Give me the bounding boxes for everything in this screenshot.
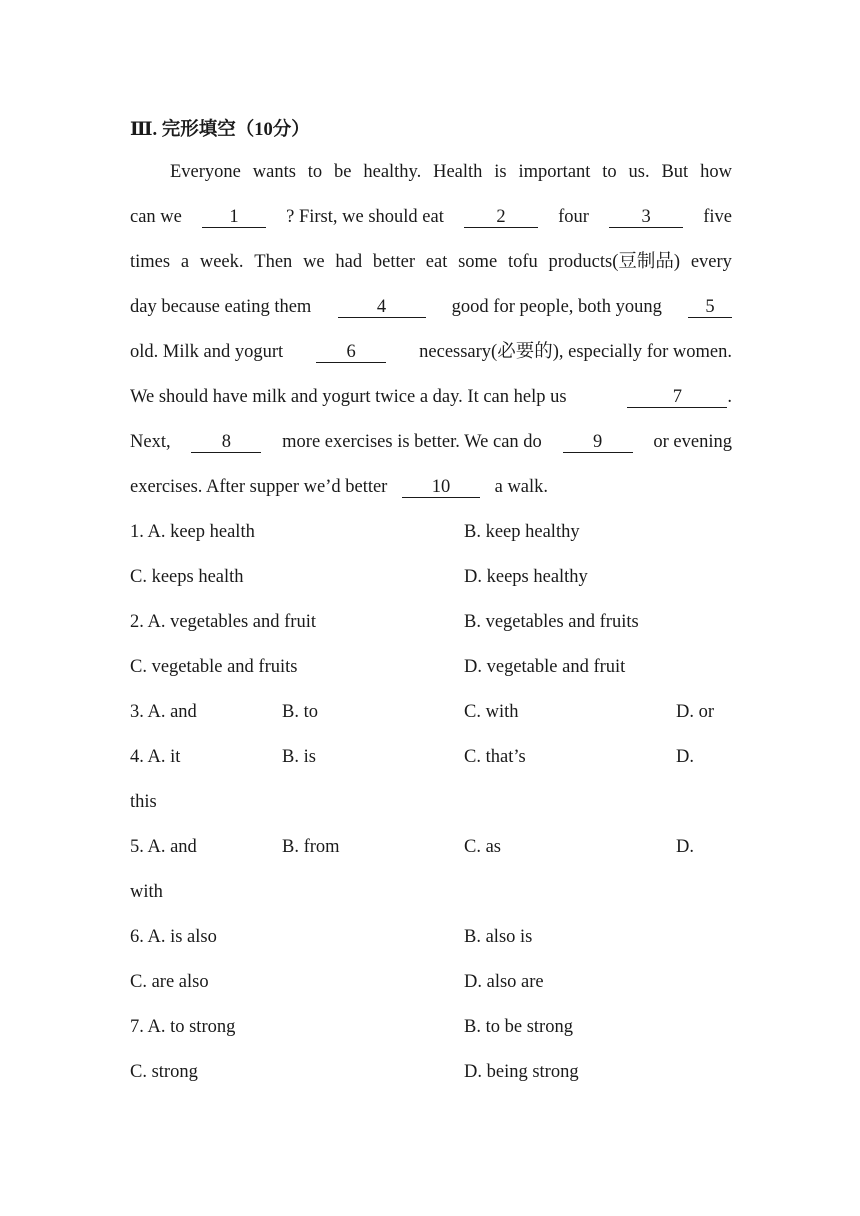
text: exercises. After supper we’d better xyxy=(130,477,388,497)
q1-option-c[interactable]: C. keeps health xyxy=(130,567,244,587)
blank-2[interactable]: 2 xyxy=(464,207,538,228)
q3-option-d[interactable]: D. or xyxy=(676,702,715,722)
text: or evening xyxy=(653,432,732,452)
q1-option-d[interactable]: D. keeps healthy xyxy=(464,567,588,587)
q2-option-d[interactable]: D. vegetable and fruit xyxy=(464,657,626,677)
word: eat xyxy=(425,252,448,272)
q5-option-c[interactable]: C. as xyxy=(464,837,501,857)
blank-9[interactable]: 9 xyxy=(563,432,633,453)
passage-line-5 xyxy=(130,340,732,364)
q7-option-b[interactable]: B. to be strong xyxy=(464,1017,573,1037)
q3-option-a[interactable]: 3. A. and xyxy=(130,702,197,722)
text: day because eating them xyxy=(130,297,312,317)
q6-option-d[interactable]: D. also are xyxy=(464,972,544,992)
section-heading: Ⅲ. 完形填空（10分） xyxy=(130,120,310,140)
word: to xyxy=(307,162,323,182)
text: four xyxy=(558,207,589,227)
q4-option-d-text[interactable]: this xyxy=(130,792,157,812)
blank-5[interactable]: 5 xyxy=(688,297,732,318)
passage-line-8 xyxy=(130,475,548,499)
passage-line-4 xyxy=(130,295,732,319)
word: But xyxy=(661,162,689,182)
q7-option-d[interactable]: D. being strong xyxy=(464,1062,579,1082)
blank-10[interactable]: 10 xyxy=(402,477,480,498)
blank-4[interactable]: 4 xyxy=(338,297,426,318)
passage-line-6 xyxy=(130,385,732,409)
passage-line-2 xyxy=(130,205,732,229)
text: We should have milk and yogurt twice a day. It can help us xyxy=(130,387,567,407)
q3-option-c[interactable]: C. with xyxy=(464,702,519,722)
q2-option-b[interactable]: B. vegetables and fruits xyxy=(464,612,639,632)
q6-option-a[interactable]: 6. A. is also xyxy=(130,927,217,947)
q7-option-c[interactable]: C. strong xyxy=(130,1062,198,1082)
q4-option-d[interactable]: D. xyxy=(676,747,694,767)
word: healthy. xyxy=(363,162,422,182)
blank-1[interactable]: 1 xyxy=(202,207,266,228)
q5-option-b[interactable]: B. from xyxy=(282,837,340,857)
q1-option-a[interactable]: 1. A. keep health xyxy=(130,522,255,542)
word: Then xyxy=(254,252,293,272)
text: can we xyxy=(130,207,182,227)
blank-8[interactable]: 8 xyxy=(191,432,261,453)
passage-line-3 xyxy=(130,250,732,274)
q4-option-b[interactable]: B. is xyxy=(282,747,316,767)
word: better xyxy=(372,252,416,272)
q6-option-b[interactable]: B. also is xyxy=(464,927,533,947)
passage-line-1 xyxy=(170,160,732,184)
q4-option-c[interactable]: C. that’s xyxy=(464,747,526,767)
word: every xyxy=(690,252,732,272)
blank-7-group xyxy=(627,385,732,409)
text: old. Milk and yogurt xyxy=(130,342,284,362)
text: a walk. xyxy=(494,477,549,497)
text: necessary(必要的), especially for women. xyxy=(419,342,732,362)
q4-option-a[interactable]: 4. A. it xyxy=(130,747,181,767)
q5-option-d-text[interactable]: with xyxy=(130,882,163,902)
q2-option-a[interactable]: 2. A. vegetables and fruit xyxy=(130,612,316,632)
word: a xyxy=(180,252,190,272)
text: . xyxy=(727,387,732,407)
text: Next, xyxy=(130,432,171,452)
word: us. xyxy=(628,162,650,182)
blank-3[interactable]: 3 xyxy=(609,207,683,228)
q3-option-b[interactable]: B. to xyxy=(282,702,318,722)
q1-option-b[interactable]: B. keep healthy xyxy=(464,522,580,542)
word: had xyxy=(335,252,363,272)
word: be xyxy=(334,162,352,182)
q5-option-a[interactable]: 5. A. and xyxy=(130,837,197,857)
text: more exercises is better. We can do xyxy=(282,432,542,452)
q2-option-c[interactable]: C. vegetable and fruits xyxy=(130,657,298,677)
word: Health xyxy=(433,162,483,182)
word: wants xyxy=(252,162,296,182)
word: important xyxy=(518,162,591,182)
word: Everyone xyxy=(170,162,241,182)
word: tofu xyxy=(507,252,538,272)
text: five xyxy=(703,207,732,227)
word: is xyxy=(494,162,507,182)
passage-line-7 xyxy=(130,430,732,454)
word: to xyxy=(602,162,617,182)
text: ? First, we should eat xyxy=(286,207,444,227)
word: we xyxy=(303,252,325,272)
word: week. xyxy=(199,252,244,272)
q5-option-d[interactable]: D. xyxy=(676,837,694,857)
word: some xyxy=(458,252,498,272)
blank-6[interactable]: 6 xyxy=(316,342,386,363)
q7-option-a[interactable]: 7. A. to strong xyxy=(130,1017,236,1037)
word: times xyxy=(130,252,171,272)
word: products(豆制品) xyxy=(548,252,681,272)
word: how xyxy=(700,162,732,182)
q6-option-c[interactable]: C. are also xyxy=(130,972,209,992)
text: good for people, both young xyxy=(451,297,662,317)
blank-7[interactable]: 7 xyxy=(627,387,727,408)
